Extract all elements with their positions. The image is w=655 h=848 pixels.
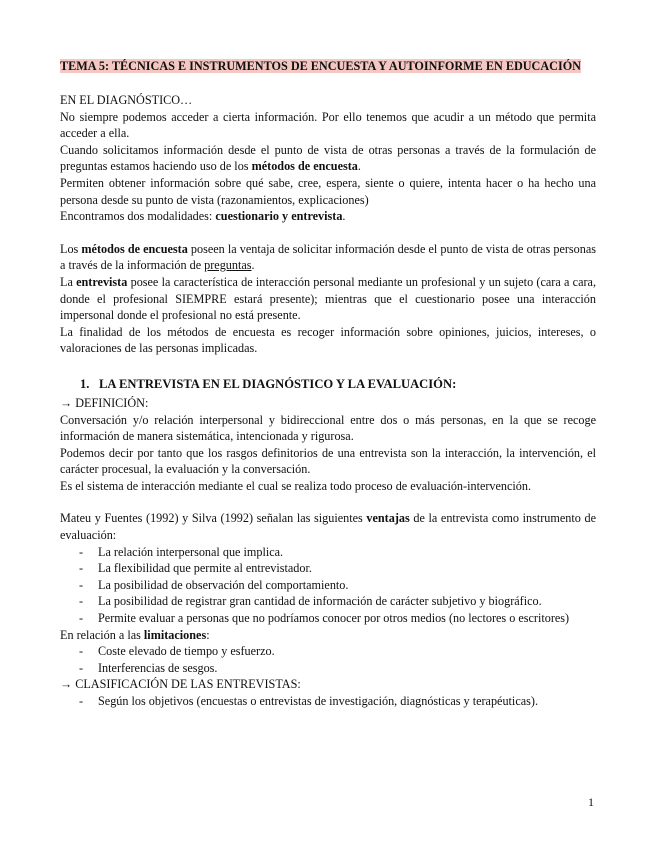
- list-item: - La relación interpersonal que implica.: [60, 544, 596, 561]
- definition-paragraph-1: Conversación y/o relación interpersonal y bidireccional entre dos o más personas, en la que se recoge información de manera sistemática, intencionada y rigurosa.: [60, 412, 596, 444]
- intro-paragraph-4: Encontramos dos modalidades: cuestionario y entrevista.: [60, 209, 346, 224]
- intro-paragraph-2: Cuando solicitamos información desde el punto de vista de otras personas a través de la formulación de preguntas estamos haciendo uso de los métodos de encuesta.: [60, 142, 596, 174]
- classification-heading: → CLASIFICACIÓN DE LAS ENTREVISTAS:: [60, 677, 301, 692]
- definition-paragraph-3: Es el sistema de interacción mediante el cual se realiza todo proceso de evaluación-intervención.: [60, 478, 532, 493]
- section-heading: 1. LA ENTREVISTA EN EL DIAGNÓSTICO Y LA EVALUACIÓN:: [80, 376, 457, 391]
- methods-paragraph-1: Los métodos de encuesta poseen la ventaja de solicitar información desde el punto de vista de otras personas a través de la información de preguntas.: [60, 241, 597, 273]
- intro-paragraph-3: Permiten obtener información sobre qué sabe, cree, espera, siente o quiere, intenta hacer o ha hecho una persona desde su punto de vista (razonamientos, explicaciones): [60, 175, 596, 207]
- page-number: 1: [588, 795, 594, 809]
- intro-paragraph-1: No siempre podemos acceder a cierta información. Por ello tenemos que acudir a un método que permita acceder a ella.: [60, 109, 596, 141]
- methods-paragraph-3: La finalidad de los métodos de encuesta es recoger información sobre opiniones, juicios, intereses, o valoraciones de las personas implicadas.: [60, 324, 596, 356]
- advantages-intro: Mateu y Fuentes (1992) y Silva (1992) señalan las siguientes ventajas de la entrevista como instrumento de evaluación:: [60, 511, 596, 543]
- methods-paragraph-2: La entrevista posee la característica de interacción personal mediante un profesional y un sujeto (cara a cara, donde el profesional SIEMPRE estará presente); mientras que el cuestionario posee una interacción impersonal donde el profesional no está presente.: [60, 274, 596, 323]
- limitations-list: [60, 643, 596, 676]
- intro-heading: EN EL DIAGNÓSTICO…: [60, 93, 193, 107]
- document-page: [60, 58, 596, 710]
- document-title: TEMA 5: TÉCNICAS E INSTRUMENTOS DE ENCUESTA Y AUTOINFORME EN EDUCACIÓN: [60, 59, 581, 73]
- list-item: - La flexibilidad que permite al entrevistador.: [60, 560, 596, 577]
- list-item: - Coste elevado de tiempo y esfuerzo.: [60, 643, 596, 660]
- list-item: - Según los objetivos (encuestas o entrevistas de investigación, diagnósticas y terapéuticas).: [60, 693, 596, 710]
- classification-list: [60, 693, 596, 710]
- definition-paragraph-2: Podemos decir por tanto que los rasgos definitorios de una entrevista son la interacción, la intervención, el carácter procesual, la evaluación y la conversación.: [60, 445, 596, 477]
- list-item: - La posibilidad de registrar gran cantidad de información de carácter subjetivo y biográfico.: [60, 593, 596, 610]
- advantages-list: [60, 544, 596, 627]
- limitations-intro: En relación a las limitaciones:: [60, 627, 210, 642]
- list-item: - Permite evaluar a personas que no podríamos conocer por otros medios (no lectores o escritores): [60, 610, 596, 627]
- list-item: - La posibilidad de observación del comportamiento.: [60, 577, 596, 594]
- definition-heading: → DEFINICIÓN:: [60, 395, 149, 410]
- list-item: - Interferencias de sesgos.: [60, 660, 596, 677]
